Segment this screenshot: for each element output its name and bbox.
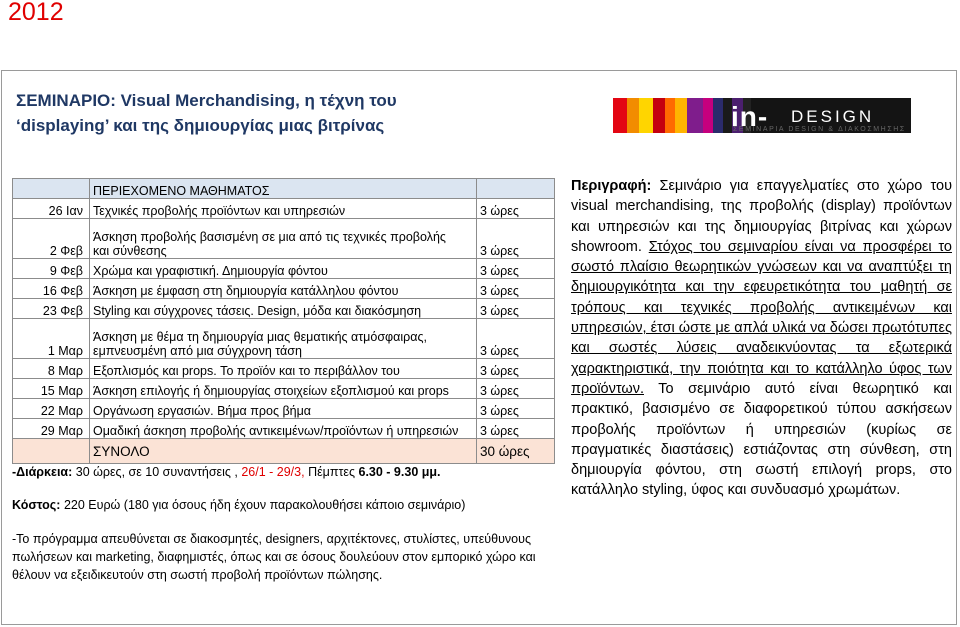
schedule-hours: 3 ώρες — [477, 259, 555, 279]
year-heading: 2012 — [8, 0, 64, 26]
description-intro: Σεμινάριο για επαγγελματίες στο χώρο του visual merchandising, της προβολής (display) προϊόντων και υπηρεσιών και της δημιουργίας βιτρίνας και χώρων showroom. — [571, 178, 952, 255]
duration-dates: 26/1 - 29/3, — [241, 465, 305, 479]
schedule-date: 22 Μαρ — [13, 399, 90, 419]
logo-tagline: ΣΕΜΙΝΑΡΙΑ DESIGN & ΔΙΑΚΟΣΜΗΣΗΣ — [733, 126, 906, 133]
schedule-topic: Ομαδική άσκηση προβολής αντικειμένων/προϊόντων ή υπηρεσιών — [90, 419, 477, 439]
schedule-hours: 3 ώρες — [477, 319, 555, 359]
logo-stripe — [703, 98, 713, 133]
seminar-title-line1: ΣΕΜΙΝΑΡΙΟ: Visual Merchandising, η τέχνη του — [16, 91, 397, 110]
schedule-date: 1 Μαρ — [13, 319, 90, 359]
schedule-row — [13, 419, 555, 439]
schedule-hours: 3 ώρες — [477, 399, 555, 419]
cost-label: Κόστος: — [12, 498, 61, 512]
schedule-topic-line2: εμπνευσμένη από μια σύγχρονη τάση — [93, 344, 302, 358]
schedule-row — [13, 219, 555, 259]
total-label: ΣΥΝΟΛΟ — [90, 439, 477, 464]
logo-stripe — [675, 98, 687, 133]
schedule-hours: 3 ώρες — [477, 279, 555, 299]
schedule-topic-line1: Άσκηση προβολής βασισμένη σε μια από τις τεχνικές προβολής — [93, 230, 446, 244]
schedule-topic: Τεχνικές προβολής προϊόντων και υπηρεσιών — [90, 199, 477, 219]
schedule-date: 2 Φεβ — [13, 219, 90, 259]
logo-stripe — [665, 98, 675, 133]
schedule-hours: 3 ώρες — [477, 299, 555, 319]
schedule-topic: Οργάνωση εργασιών. Βήμα προς βήμα — [90, 399, 477, 419]
schedule-topic — [90, 219, 477, 259]
schedule-hours: 3 ώρες — [477, 419, 555, 439]
schedule-topic-line2: και σύνθεσης — [93, 244, 167, 258]
schedule-row — [13, 279, 555, 299]
duration-label: -Διάρκεια: — [12, 465, 73, 479]
logo-stripe — [627, 98, 639, 133]
schedule-row — [13, 399, 555, 419]
seminar-title-line2: ‘displaying’ και της δημιουργίας μιας βιτρίνας — [16, 116, 385, 135]
schedule-topic — [90, 319, 477, 359]
cost-info — [12, 498, 465, 512]
schedule-date: 16 Φεβ — [13, 279, 90, 299]
schedule-topic: Styling και σύγχρονες τάσεις. Design, μόδα και διακόσμηση — [90, 299, 477, 319]
logo-stripe — [653, 98, 665, 133]
in-design-logo — [613, 98, 911, 138]
schedule-date: 29 Μαρ — [13, 419, 90, 439]
schedule-row — [13, 199, 555, 219]
audience-note: -Το πρόγραμμα απευθύνεται σε διακοσμητές, designers, αρχιτέκτονες, στυλίστες, υπεύθυνους πωλήσεων και marketing, διαφημιστές, όπως και σε όσους δουλεύουν στον εμπορικό χώρο και θέλουν να εξειδικευτούν στη σωστή προβολή προϊόντων πώλησης. — [12, 532, 536, 582]
logo-stripe — [713, 98, 723, 133]
schedule-date: 8 Μαρ — [13, 359, 90, 379]
logo-stripe — [613, 98, 627, 133]
schedule-header-row — [13, 179, 555, 199]
logo-stripe — [687, 98, 703, 133]
schedule-header: ΠΕΡΙΕΧΟΜΕΝΟ ΜΑΘΗΜΑΤΟΣ — [90, 179, 477, 199]
schedule-row — [13, 299, 555, 319]
description — [571, 176, 952, 501]
duration-info — [12, 465, 441, 479]
schedule-row — [13, 319, 555, 359]
schedule-topic: Χρώμα και γραφιστική. Δημιουργία φόντου — [90, 259, 477, 279]
schedule-topic: Άσκηση με έμφαση στη δημιουργία κατάλληλου φόντου — [90, 279, 477, 299]
seminar-title — [16, 88, 536, 138]
description-label: Περιγραφή: — [571, 178, 652, 194]
description-goal: Στόχος του σεμιναρίου είναι να προσφέρει το σωστό πλαίσιο θεωρητικών γνώσεων και να αναπτύξει τη δημιουργικότητα και την εφευρετικότητα του μαθητή σε τρόπους και τεχνικές προβολής αντικειμένων και υπηρεσιών, έτσι ώστε με απλά υλικά να δώσει πρωτότυπες και σωστές λύσεις αναδεικνύοντας τα εξωτερικά χαρακτηριστικά, την ποιότητα και το κατάλληλο ύφος των προϊόντων. — [571, 238, 952, 397]
schedule-row — [13, 259, 555, 279]
cost-text: 220 Ευρώ (180 για όσους ήδη έχουν παρακολουθήσει κάποιο σεμινάριο) — [60, 498, 466, 512]
schedule-hours: 3 ώρες — [477, 199, 555, 219]
schedule-topic: Άσκηση επιλογής ή δημιουργίας στοιχείων εξοπλισμού και props — [90, 379, 477, 399]
schedule-date: 26 Ιαν — [13, 199, 90, 219]
schedule-row — [13, 359, 555, 379]
description-details: Το σεμινάριο αυτό είναι θεωρητικό και πρακτικό, βασισμένο σε διαφορετικού τύπου ασκήσεων προβολής προϊόντων ή υπηρεσιών (κυρίως σε πραγματικές διαστάσεις) εστιάζοντας στη σύνθεση, στη δημιουργία φόντου, στη σωστή επιλογή props, στο κατάλληλο styling, ύφος και συνδυασμό χρωμάτων. — [571, 380, 952, 499]
logo-stripe — [639, 98, 653, 133]
schedule-table — [12, 178, 555, 464]
schedule-hours: 3 ώρες — [477, 379, 555, 399]
total-hours: 30 ώρες — [477, 439, 555, 464]
duration-text: 30 ώρες, σε 10 συναντήσεις , — [72, 465, 242, 479]
schedule-total-row — [13, 439, 555, 464]
duration-time: 6.30 - 9.30 μμ. — [358, 465, 441, 479]
duration-days: Πέμπτες — [304, 465, 359, 479]
schedule-topic: Εξοπλισμός και props. Το προϊόν και το περιβάλλον του — [90, 359, 477, 379]
schedule-topic-line1: Άσκηση με θέμα τη δημιουργία μιας θεματικής ατμόσφαιρας, — [93, 330, 427, 344]
logo-brand-design: DESIGN — [791, 107, 875, 126]
schedule-row — [13, 379, 555, 399]
schedule-date: 23 Φεβ — [13, 299, 90, 319]
logo-brand-in: in- — [731, 101, 769, 132]
schedule-date: 9 Φεβ — [13, 259, 90, 279]
schedule-hours: 3 ώρες — [477, 359, 555, 379]
schedule-hours: 3 ώρες — [477, 219, 555, 259]
schedule-date: 15 Μαρ — [13, 379, 90, 399]
